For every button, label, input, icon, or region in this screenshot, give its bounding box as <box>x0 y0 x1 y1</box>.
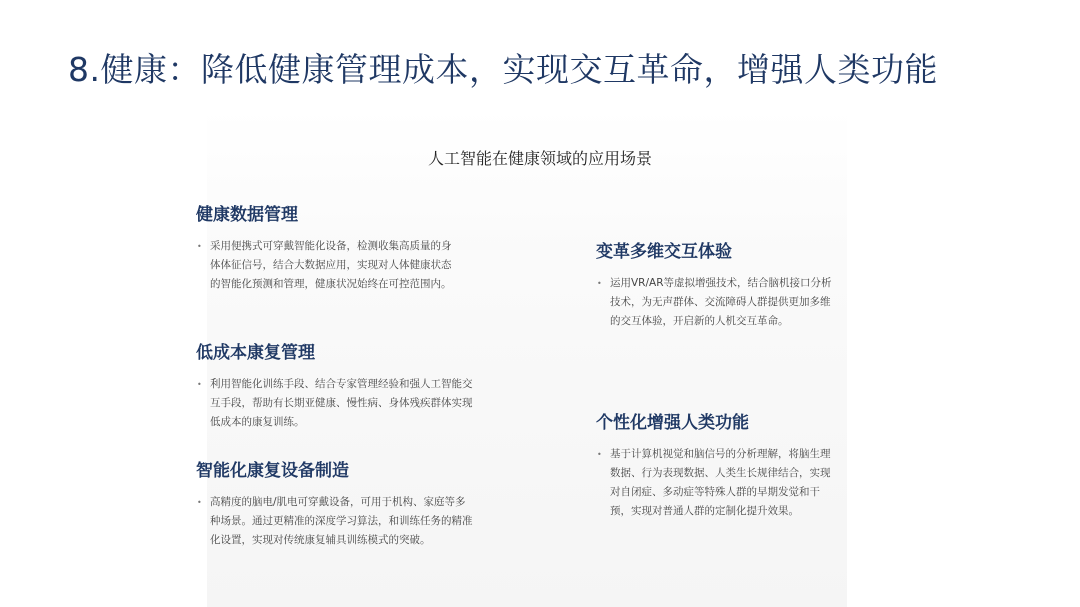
section-interaction <box>596 237 896 331</box>
bullet-line: 的智能化预测和管理，健康状况始终在可控范围内。 <box>210 278 452 290</box>
bullet-line: 运用VR/AR等虚拟增强技术，结合脑机接口分析 <box>610 277 832 289</box>
section-heading: 健康数据管理 <box>196 205 298 225</box>
bullet-line: 高精度的脑电/肌电可穿戴设备，可用于机构、家庭等多 <box>210 496 466 508</box>
section-heading: 变革多维交互体验 <box>596 242 732 262</box>
bullet-icon: • <box>197 498 202 507</box>
bullet-line: 种场景。通过更精准的深度学习算法，和训练任务的精准 <box>210 515 473 527</box>
section-bullet <box>196 237 496 294</box>
bullet-icon: • <box>597 450 602 459</box>
bullet-icon: • <box>597 279 602 288</box>
section-heading: 低成本康复管理 <box>196 343 315 363</box>
bullet-line: 对自闭症、多动症等特殊人群的早期发觉和干 <box>610 486 820 498</box>
bullet-line: 体体征信号，结合大数据应用，实现对人体健康状态 <box>210 259 452 271</box>
section-heading: 个性化增强人类功能 <box>596 413 749 433</box>
section-bullet <box>196 375 496 432</box>
bullet-line: 利用智能化训练手段、结合专家管理经验和强人工智能交 <box>210 378 473 390</box>
section-bullet <box>196 493 496 550</box>
section-heading: 智能化康复设备制造 <box>196 461 349 481</box>
bullet-line: 低成本的康复训练。 <box>210 416 305 428</box>
section-bullet <box>596 274 896 331</box>
section-rehab-devices <box>196 456 496 550</box>
bullet-line: 化设置，实现对传统康复辅具训练模式的突破。 <box>210 534 431 546</box>
bullet-line: 预，实现对普通人群的定制化提升效果。 <box>610 505 799 517</box>
bullet-line: 基于计算机视觉和脑信号的分析理解，将脑生理 <box>610 448 831 460</box>
section-human-enhancement <box>596 408 896 521</box>
bullet-line: 技术，为无声群体、交流障碍人群提供更加多维 <box>610 296 831 308</box>
section-bullet <box>596 445 896 521</box>
bullet-icon: • <box>197 380 202 389</box>
bullet-line: 数据、行为表现数据、人类生长规律结合，实现 <box>610 467 831 479</box>
bullet-line: 的交互体验，开启新的人机交互革命。 <box>610 315 789 327</box>
slide-title: 8.健康：降低健康管理成本，实现交互革命，增强人类功能 <box>68 50 938 89</box>
bullet-icon: • <box>197 242 202 251</box>
panel-title: 人工智能在健康领域的应用场景 <box>427 149 652 168</box>
section-low-cost-rehab <box>196 338 496 432</box>
bullet-line: 采用便携式可穿戴智能化设备，检测收集高质量的身 <box>210 240 452 252</box>
bullet-line: 互手段，帮助有长期亚健康、慢性病、身体残疾群体实现 <box>210 397 473 409</box>
section-health-data <box>196 200 496 294</box>
